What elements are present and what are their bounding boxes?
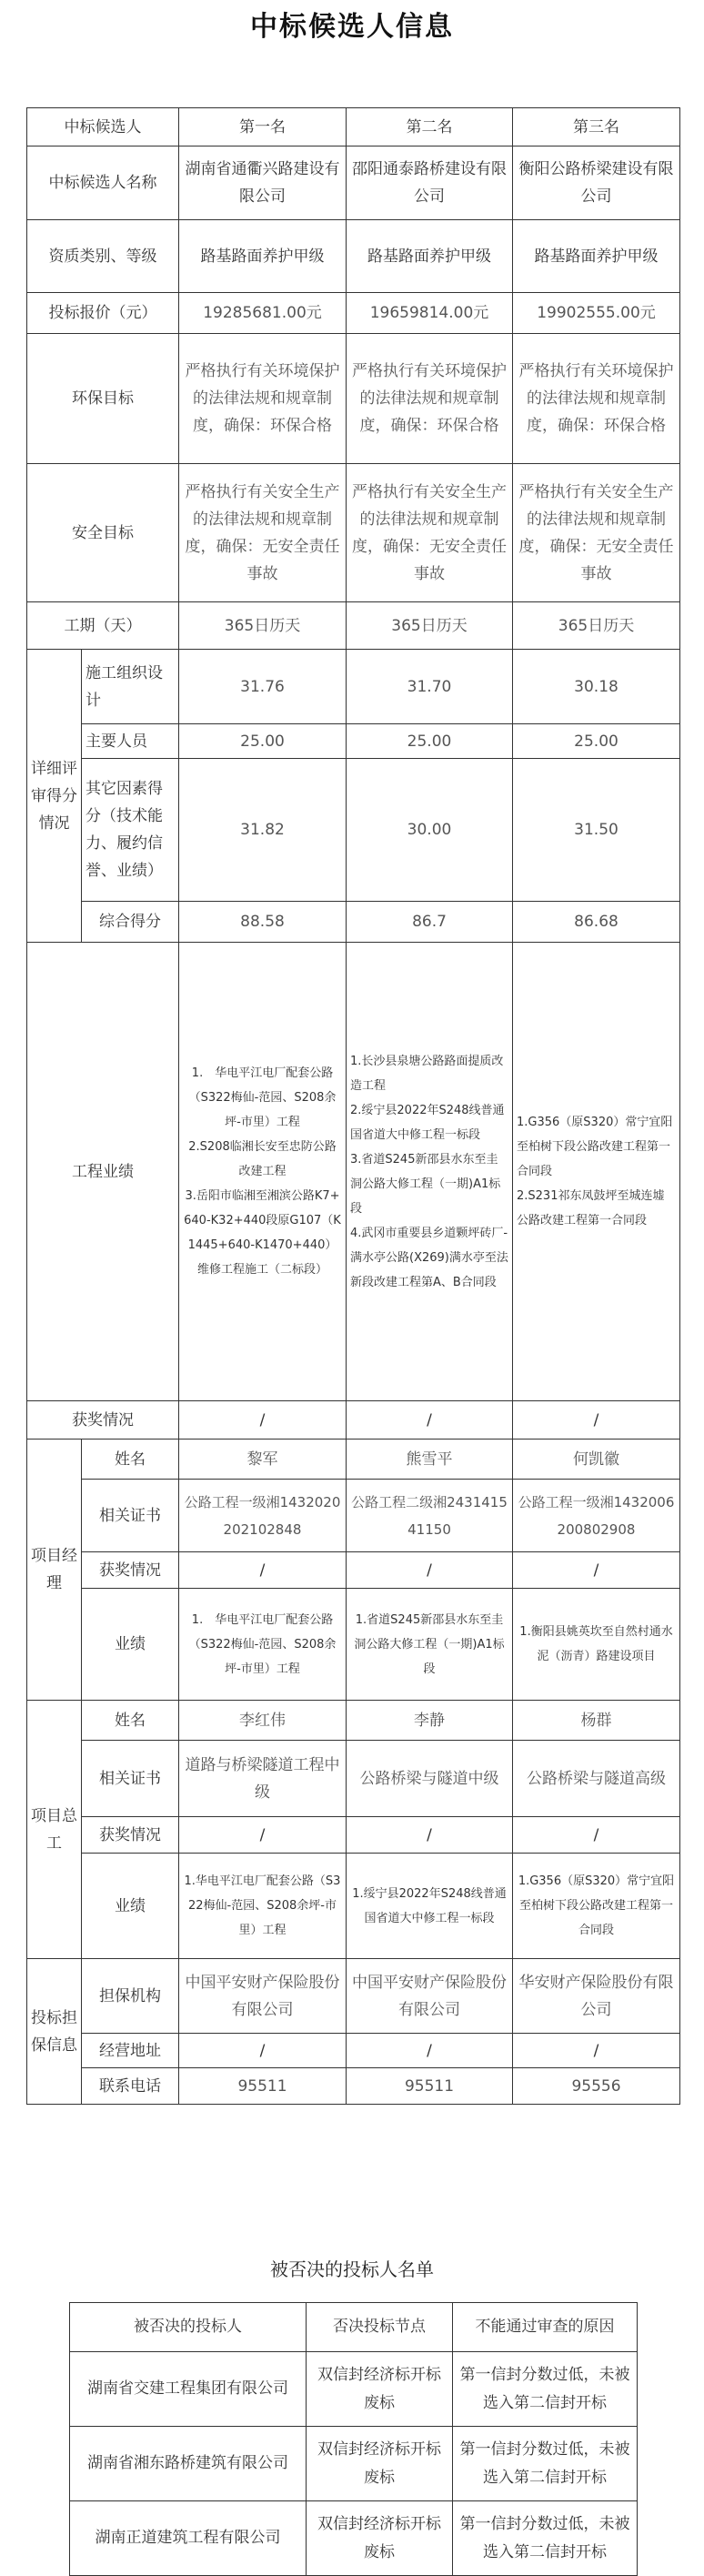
rejected-header-row: [70, 2303, 638, 2352]
rejected-reason: 第一信封分数过低，未被选入第二信封开标: [453, 2427, 638, 2501]
pm-perf-3: 1.衡阳县姚英坎至自然村通水泥（沥青）路建设项目: [513, 1589, 680, 1701]
rejected-row: [70, 2352, 638, 2427]
pm-award-3: /: [513, 1552, 680, 1589]
rejected-node: 双信封经济标开标废标: [307, 2427, 453, 2501]
pm-perf-2: 1.省道S245新邵县水东至圭洞公路大修工程（一期)A1标段: [347, 1589, 513, 1701]
row-safety: [27, 464, 680, 602]
te-award-1: /: [179, 1817, 347, 1854]
performance-3: 1.G356（原S320）常宁宜阳至柏树下段公路改建工程第一合同段 2.S231祁东凤鼓坪至城连墟公路改建工程第一合同段: [513, 943, 680, 1401]
row-te-perf: [27, 1854, 680, 1959]
row-price: [27, 293, 680, 334]
label-qualification: 资质类别、等级: [27, 220, 179, 293]
te-name-1: 李红伟: [179, 1701, 347, 1741]
awards-1: /: [179, 1401, 347, 1440]
guarantee-phone-2: 95511: [347, 2068, 513, 2105]
rejected-bidder: 湖南省湘东路桥建筑有限公司: [70, 2427, 307, 2501]
score-total-1: 88.58: [179, 902, 347, 943]
period-3: 365日历天: [513, 602, 680, 650]
label-pm-group: 项目经理: [27, 1440, 82, 1701]
label-awards: 获奖情况: [27, 1401, 179, 1440]
row-pm-name: [27, 1440, 680, 1480]
label-score-total: 综合得分: [82, 902, 179, 943]
label-te-cert: 相关证书: [82, 1741, 179, 1817]
score-design-1: 31.76: [179, 650, 347, 724]
label-pm-award: 获奖情况: [82, 1552, 179, 1589]
env-3: 严格执行有关环境保护的法律法规和规章制度，确保：环保合格: [513, 334, 680, 464]
price-1: 19285681.00元: [179, 293, 347, 334]
label-pm-cert: 相关证书: [82, 1480, 179, 1552]
row-te-cert: [27, 1741, 680, 1817]
row-performance: [27, 943, 680, 1401]
rejected-table: [69, 2302, 638, 2576]
row-pm-award: [27, 1552, 680, 1589]
label-safety: 安全目标: [27, 464, 179, 602]
label-guarantee-group: 投标担保信息: [27, 1959, 82, 2105]
label-te-perf: 业绩: [82, 1854, 179, 1959]
qualification-3: 路基路面养护甲级: [513, 220, 680, 293]
row-te-name: [27, 1701, 680, 1741]
awards-3: /: [513, 1401, 680, 1440]
score-design-2: 31.70: [347, 650, 513, 724]
rejected-reason: 第一信封分数过低，未被选入第二信封开标: [453, 2501, 638, 2576]
safety-3: 严格执行有关安全生产的法律法规和规章制度，确保：无安全责任事故: [513, 464, 680, 602]
score-other-2: 30.00: [347, 759, 513, 902]
row-score-design: [27, 650, 680, 724]
label-pm-perf: 业绩: [82, 1589, 179, 1701]
rejected-node: 双信封经济标开标废标: [307, 2501, 453, 2576]
te-perf-3: 1.G356（原S320）常宁宜阳至柏树下段公路改建工程第一合同段: [513, 1854, 680, 1959]
score-total-2: 86.7: [347, 902, 513, 943]
label-period: 工期（天）: [27, 602, 179, 650]
guarantee-org-1: 中国平安财产保险股份有限公司: [179, 1959, 347, 2034]
te-perf-2: 1.绥宁县2022年S248线普通国省道大中修工程一标段: [347, 1854, 513, 1959]
te-perf-1: 1.华电平江电厂配套公路（S322梅仙-范园、S208余坪-市里）工程: [179, 1854, 347, 1959]
guarantee-phone-1: 95511: [179, 2068, 347, 2105]
te-cert-3: 公路桥梁与隧道高级: [513, 1741, 680, 1817]
pm-award-1: /: [179, 1552, 347, 1589]
guarantee-addr-2: /: [347, 2034, 513, 2068]
row-pm-perf: [27, 1589, 680, 1701]
rejected-title: 被否决的投标人名单: [270, 2258, 434, 2280]
qualification-1: 路基路面养护甲级: [179, 220, 347, 293]
row-period: [27, 602, 680, 650]
label-price: 投标报价（元）: [27, 293, 179, 334]
performance-2: 1.长沙县泉塘公路路面提质改造工程 2.绥宁县2022年S248线普通国省道大中修工程一标段 3.省道S245新邵县水东至圭洞公路大修工程（一期)A1标段 4.武冈市重要县乡道颗坪砖厂-满水亭公路(X269)满水亭至法新段改建工程第A、B合同段: [347, 943, 513, 1401]
te-cert-2: 公路桥梁与隧道中级: [347, 1741, 513, 1817]
label-name: 中标候选人名称: [27, 146, 179, 220]
rejected-row: [70, 2501, 638, 2576]
score-design-3: 30.18: [513, 650, 680, 724]
rejected-node: 双信封经济标开标废标: [307, 2352, 453, 2427]
rejected-reason: 第一信封分数过低，未被选入第二信封开标: [453, 2352, 638, 2427]
row-guarantee-org: [27, 1959, 680, 2034]
header-row: [27, 108, 680, 146]
label-pm-name: 姓名: [82, 1440, 179, 1480]
label-guarantee-phone: 联系电话: [82, 2068, 179, 2105]
row-env: [27, 334, 680, 464]
qualification-2: 路基路面养护甲级: [347, 220, 513, 293]
header-rank-3: 第三名: [513, 108, 680, 146]
period-2: 365日历天: [347, 602, 513, 650]
label-te-award: 获奖情况: [82, 1817, 179, 1854]
rejected-header-bidder: 被否决的投标人: [70, 2303, 307, 2352]
pm-award-2: /: [347, 1552, 513, 1589]
safety-2: 严格执行有关安全生产的法律法规和规章制度，确保：无安全责任事故: [347, 464, 513, 602]
te-award-3: /: [513, 1817, 680, 1854]
label-guarantee-addr: 经营地址: [82, 2034, 179, 2068]
safety-1: 严格执行有关安全生产的法律法规和规章制度，确保：无安全责任事故: [179, 464, 347, 602]
guarantee-phone-3: 95556: [513, 2068, 680, 2105]
page-title: 中标候选人信息: [250, 11, 454, 43]
guarantee-org-2: 中国平安财产保险股份有限公司: [347, 1959, 513, 2034]
row-qualification: [27, 220, 680, 293]
rejected-header-node: 否决投标节点: [307, 2303, 453, 2352]
label-performance: 工程业绩: [27, 943, 179, 1401]
te-name-3: 杨群: [513, 1701, 680, 1741]
price-3: 19902555.00元: [513, 293, 680, 334]
score-staff-2: 25.00: [347, 724, 513, 759]
label-score-design: 施工组织设计: [82, 650, 179, 724]
env-2: 严格执行有关环境保护的法律法规和规章制度，确保：环保合格: [347, 334, 513, 464]
label-score-staff: 主要人员: [82, 724, 179, 759]
env-1: 严格执行有关环境保护的法律法规和规章制度，确保：环保合格: [179, 334, 347, 464]
row-te-award: [27, 1817, 680, 1854]
awards-2: /: [347, 1401, 513, 1440]
name-3: 衡阳公路桥梁建设有限公司: [513, 146, 680, 220]
row-score-other: [27, 759, 680, 902]
pm-perf-1: 1. 华电平江电厂配套公路（S322梅仙-范园、S208余坪-市里）工程: [179, 1589, 347, 1701]
header-rank-2: 第二名: [347, 108, 513, 146]
score-other-3: 31.50: [513, 759, 680, 902]
row-guarantee-phone: [27, 2068, 680, 2105]
name-1: 湖南省通衢兴路建设有限公司: [179, 146, 347, 220]
period-1: 365日历天: [179, 602, 347, 650]
te-name-2: 李静: [347, 1701, 513, 1741]
header-label: 中标候选人: [27, 108, 179, 146]
rejected-header-reason: 不能通过审查的原因: [453, 2303, 638, 2352]
performance-1: 1. 华电平江电厂配套公路（S322梅仙-范园、S208余坪-市里）工程 2.S208临湘长安至忠防公路改建工程 3.岳阳市临湘至湘滨公路K7+640-K32+440段原G107（K1445+640-K1470+440）维修工程施工（二标段）: [179, 943, 347, 1401]
rejected-bidder: 湖南省交建工程集团有限公司: [70, 2352, 307, 2427]
te-cert-1: 道路与桥梁隧道工程中级: [179, 1741, 347, 1817]
label-score-other: 其它因素得分（技术能力、履约信誉、业绩）: [82, 759, 179, 902]
score-staff-3: 25.00: [513, 724, 680, 759]
row-score-total: [27, 902, 680, 943]
row-guarantee-addr: [27, 2034, 680, 2068]
guarantee-addr-3: /: [513, 2034, 680, 2068]
score-total-3: 86.68: [513, 902, 680, 943]
rejected-bidder: 湖南正道建筑工程有限公司: [70, 2501, 307, 2576]
row-name: [27, 146, 680, 220]
pm-name-3: 何凯徽: [513, 1440, 680, 1480]
pm-cert-3: 公路工程一级湘1432006200802908: [513, 1480, 680, 1552]
label-guarantee-org: 担保机构: [82, 1959, 179, 2034]
label-env: 环保目标: [27, 334, 179, 464]
row-awards: [27, 1401, 680, 1440]
name-2: 邵阳通泰路桥建设有限公司: [347, 146, 513, 220]
price-2: 19659814.00元: [347, 293, 513, 334]
label-te-name: 姓名: [82, 1701, 179, 1741]
guarantee-org-3: 华安财产保险股份有限公司: [513, 1959, 680, 2034]
header-rank-1: 第一名: [179, 108, 347, 146]
pm-cert-2: 公路工程二级湘243141541150: [347, 1480, 513, 1552]
label-te-group: 项目总工: [27, 1701, 82, 1959]
score-staff-1: 25.00: [179, 724, 347, 759]
label-score-group: 详细评审得分情况: [27, 650, 82, 943]
pm-cert-1: 公路工程一级湘1432020202102848: [179, 1480, 347, 1552]
row-pm-cert: [27, 1480, 680, 1552]
rejected-row: [70, 2427, 638, 2501]
candidate-table: [26, 107, 680, 2105]
score-other-1: 31.82: [179, 759, 347, 902]
pm-name-2: 熊雪平: [347, 1440, 513, 1480]
guarantee-addr-1: /: [179, 2034, 347, 2068]
pm-name-1: 黎军: [179, 1440, 347, 1480]
te-award-2: /: [347, 1817, 513, 1854]
row-score-staff: [27, 724, 680, 759]
